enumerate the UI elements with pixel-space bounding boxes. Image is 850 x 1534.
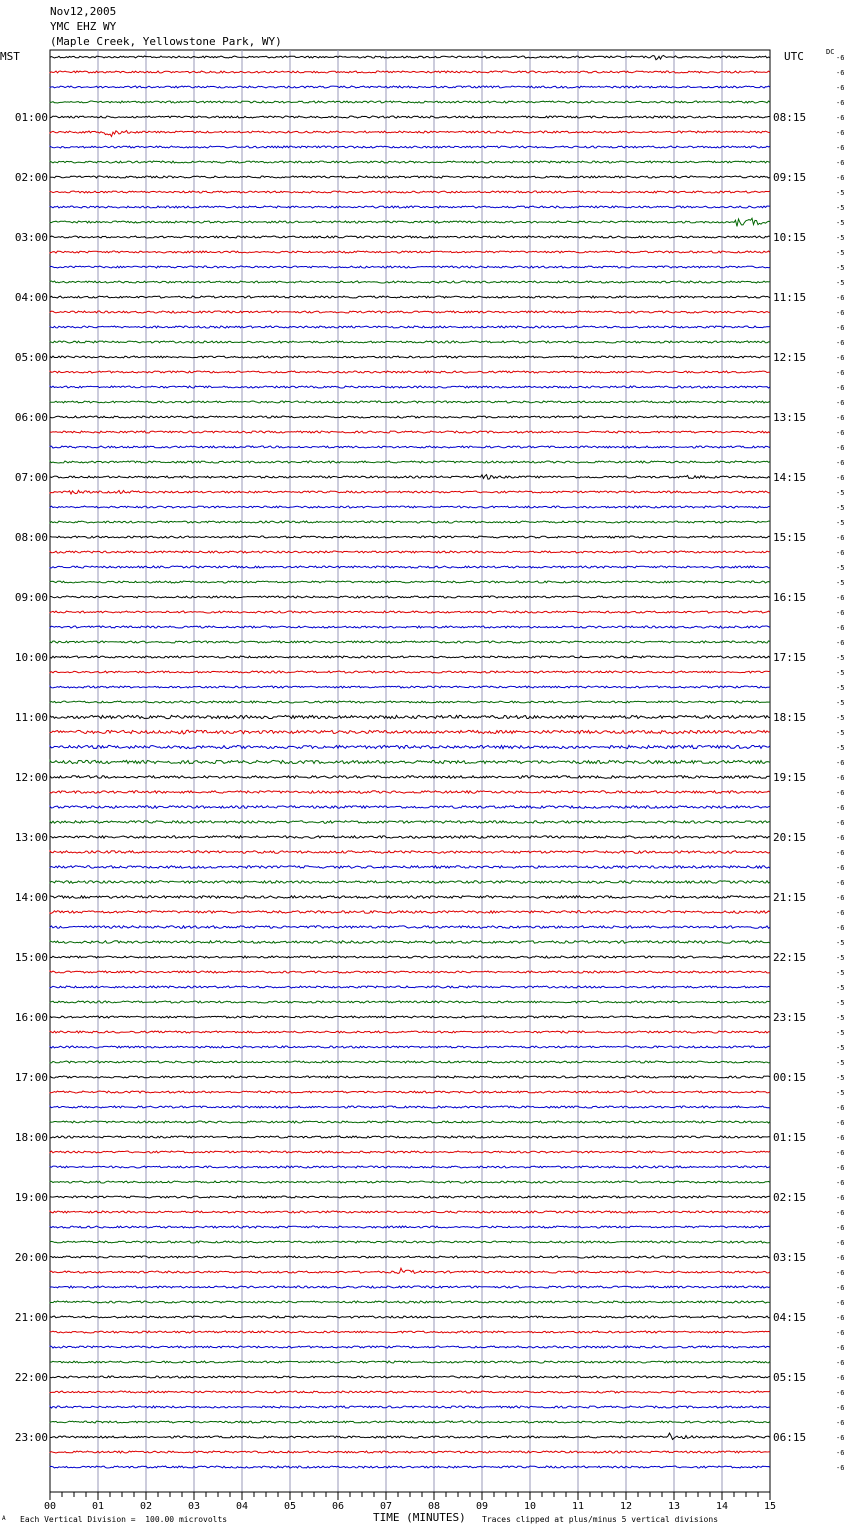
right-hour-label: 13:15 xyxy=(773,411,807,424)
left-hour-label: 13:00 xyxy=(14,831,48,844)
dc-offset-label: -6 xyxy=(836,639,845,647)
trace-row-70 xyxy=(50,1106,770,1108)
dc-offset-label: -6 xyxy=(836,384,845,392)
trace-row-55 xyxy=(50,881,770,883)
dc-offset-label: -6 xyxy=(836,1224,845,1232)
left-hour-label: 15:00 xyxy=(14,951,48,964)
trace-row-1 xyxy=(50,71,770,73)
left-hour-label: 04:00 xyxy=(14,291,48,304)
trace-row-16 xyxy=(50,296,770,298)
dc-offset-label: -5 xyxy=(836,714,845,722)
dc-offset-label: -6 xyxy=(836,624,845,632)
trace-row-86 xyxy=(50,1346,770,1348)
dc-offset-label: -5 xyxy=(836,654,845,662)
dc-offset-label: -6 xyxy=(836,1419,845,1427)
dc-offset-label: -5 xyxy=(836,1059,845,1067)
dc-offset-label: -6 xyxy=(836,1284,845,1292)
trace-row-87 xyxy=(50,1361,770,1363)
dc-offset-label: -6 xyxy=(836,339,845,347)
dc-offset-label: -5 xyxy=(836,234,845,242)
right-hour-label: 14:15 xyxy=(773,471,807,484)
left-hour-label: 17:00 xyxy=(14,1071,48,1084)
right-hour-label: 12:15 xyxy=(773,351,807,364)
trace-row-73 xyxy=(50,1151,770,1153)
left-timezone-label: MST xyxy=(0,50,20,63)
trace-row-22 xyxy=(50,386,770,388)
right-hour-label: 16:15 xyxy=(773,591,807,604)
x-tick-label: 10 xyxy=(523,1501,537,1512)
dc-offset-label: -5 xyxy=(836,564,845,572)
dc-offset-label: -6 xyxy=(836,1449,845,1457)
trace-row-36 xyxy=(50,596,770,598)
left-hour-label: 21:00 xyxy=(14,1311,48,1324)
right-hour-label: 18:15 xyxy=(773,711,807,724)
right-hour-label: 08:15 xyxy=(773,111,807,124)
dc-offset-label: -6 xyxy=(836,789,845,797)
dc-offset-label: -5 xyxy=(836,504,845,512)
trace-row-28 xyxy=(50,475,770,480)
left-hour-label: 22:00 xyxy=(14,1371,48,1384)
dc-offset-label: -5 xyxy=(836,219,845,227)
right-hour-label: 11:15 xyxy=(773,291,807,304)
dc-offset-label: -6 xyxy=(836,99,845,107)
trace-row-75 xyxy=(50,1181,770,1183)
dc-offset-label: -6 xyxy=(836,1104,845,1112)
dc-offset-label: -5 xyxy=(836,999,845,1007)
dc-offset-label: -6 xyxy=(836,294,845,302)
dc-offset-label: -6 xyxy=(836,864,845,872)
right-hour-label: 00:15 xyxy=(773,1071,807,1084)
dc-offset-label: -5 xyxy=(836,1029,845,1037)
trace-row-60 xyxy=(50,956,770,958)
right-hour-label: 01:15 xyxy=(773,1131,807,1144)
trace-row-29 xyxy=(50,490,770,494)
x-tick-label: 07 xyxy=(379,1501,393,1512)
dc-offset-label: -6 xyxy=(836,774,845,782)
dc-offset-label: -6 xyxy=(836,1269,845,1277)
trace-row-14 xyxy=(50,266,770,268)
dc-offset-label: -5 xyxy=(836,669,845,677)
right-hour-label: 05:15 xyxy=(773,1371,807,1384)
trace-row-10 xyxy=(50,206,770,208)
trace-row-21 xyxy=(50,371,770,373)
dc-offset-label: -6 xyxy=(836,759,845,767)
dc-offset-label: -6 xyxy=(836,804,845,812)
left-hour-label: 06:00 xyxy=(14,411,48,424)
dc-offset-label: -6 xyxy=(836,309,845,317)
dc-offset-label: -5 xyxy=(836,249,845,257)
trace-row-26 xyxy=(50,446,770,448)
trace-row-57 xyxy=(50,911,770,913)
left-hour-label: 19:00 xyxy=(14,1191,48,1204)
trace-row-0 xyxy=(50,56,770,60)
dc-offset-label: -5 xyxy=(836,1074,845,1082)
trace-row-20 xyxy=(50,356,770,358)
trace-row-27 xyxy=(50,461,770,463)
right-hour-label: 04:15 xyxy=(773,1311,807,1324)
x-tick-label: 00 xyxy=(43,1501,57,1512)
trace-row-69 xyxy=(50,1091,770,1093)
right-hour-label: 19:15 xyxy=(773,771,807,784)
trace-row-66 xyxy=(50,1046,770,1048)
dc-offset-label: -6 xyxy=(836,369,845,377)
trace-row-5 xyxy=(50,131,770,137)
trace-row-17 xyxy=(50,311,770,313)
dc-offset-label: -6 xyxy=(836,354,845,362)
left-hour-label: 07:00 xyxy=(14,471,48,484)
dc-offset-label: -6 xyxy=(836,534,845,542)
x-tick-label: 11 xyxy=(571,1501,585,1512)
trace-row-6 xyxy=(50,146,770,148)
dc-offset-label: -6 xyxy=(836,609,845,617)
dc-offset-label: -6 xyxy=(836,1329,845,1337)
trace-row-64 xyxy=(50,1016,770,1018)
dc-label: DC xyxy=(826,48,835,56)
trace-row-85 xyxy=(50,1331,770,1333)
dc-offset-label: -5 xyxy=(836,279,845,287)
trace-row-11 xyxy=(50,218,770,226)
right-hour-label: 17:15 xyxy=(773,651,807,664)
x-tick-label: 15 xyxy=(763,1501,777,1512)
dc-offset-label: -5 xyxy=(836,1014,845,1022)
dc-offset-label: -5 xyxy=(836,189,845,197)
dc-offset-label: -6 xyxy=(836,834,845,842)
x-axis-title: TIME (MINUTES) xyxy=(373,1511,466,1524)
left-hour-label: 09:00 xyxy=(14,591,48,604)
dc-offset-label: -6 xyxy=(836,849,845,857)
trace-row-80 xyxy=(50,1256,770,1258)
trace-row-78 xyxy=(50,1226,770,1228)
left-hour-label: 23:00 xyxy=(14,1431,48,1444)
left-hour-label: 02:00 xyxy=(14,171,48,184)
trace-row-46 xyxy=(50,745,770,748)
trace-row-18 xyxy=(50,326,770,328)
left-hour-label: 05:00 xyxy=(14,351,48,364)
trace-row-93 xyxy=(50,1451,770,1453)
trace-row-58 xyxy=(50,926,770,928)
dc-offset-label: -6 xyxy=(836,594,845,602)
trace-row-37 xyxy=(50,611,770,613)
dc-offset-label: -6 xyxy=(836,549,845,557)
trace-row-3 xyxy=(50,101,770,103)
dc-offset-label: -6 xyxy=(836,1314,845,1322)
dc-offset-label: -5 xyxy=(836,1044,845,1052)
trace-row-67 xyxy=(50,1061,770,1063)
x-tick-label: 08 xyxy=(427,1501,441,1512)
trace-row-54 xyxy=(50,866,770,868)
trace-row-74 xyxy=(50,1166,770,1168)
trace-row-88 xyxy=(50,1376,770,1378)
right-hour-label: 15:15 xyxy=(773,531,807,544)
trace-row-68 xyxy=(50,1076,770,1078)
left-hour-label: 12:00 xyxy=(14,771,48,784)
right-hour-label: 23:15 xyxy=(773,1011,807,1024)
trace-row-15 xyxy=(50,281,770,283)
left-hour-label: 14:00 xyxy=(14,891,48,904)
trace-row-62 xyxy=(50,986,770,988)
dc-offset-label: -5 xyxy=(836,744,845,752)
dc-offset-label: -6 xyxy=(836,144,845,152)
trace-row-45 xyxy=(50,730,770,734)
trace-row-8 xyxy=(50,176,770,178)
dc-offset-label: -6 xyxy=(836,114,845,122)
dc-offset-label: -6 xyxy=(836,909,845,917)
trace-row-72 xyxy=(50,1136,770,1138)
trace-row-39 xyxy=(50,641,770,643)
x-tick-label: 14 xyxy=(715,1501,729,1512)
dc-offset-label: -6 xyxy=(836,129,845,137)
left-hour-label: 08:00 xyxy=(14,531,48,544)
trace-row-2 xyxy=(50,86,770,88)
dc-offset-label: -5 xyxy=(836,984,845,992)
trace-row-44 xyxy=(50,715,770,718)
dc-offset-label: -6 xyxy=(836,84,845,92)
dc-offset-label: -6 xyxy=(836,1374,845,1382)
dc-offset-label: -6 xyxy=(836,429,845,437)
trace-row-43 xyxy=(50,701,770,703)
dc-offset-label: -5 xyxy=(836,729,845,737)
dc-offset-label: -6 xyxy=(836,1239,845,1247)
dc-offset-label: -6 xyxy=(836,1359,845,1367)
trace-row-79 xyxy=(50,1241,770,1243)
dc-offset-label: -5 xyxy=(836,954,845,962)
dc-offset-label: -6 xyxy=(836,894,845,902)
dc-offset-label: -6 xyxy=(836,1134,845,1142)
trace-row-77 xyxy=(50,1211,770,1213)
trace-row-83 xyxy=(50,1301,770,1303)
trace-row-48 xyxy=(50,776,770,778)
dc-offset-label: -5 xyxy=(836,579,845,587)
dc-offset-label: -5 xyxy=(836,684,845,692)
trace-row-13 xyxy=(50,251,770,253)
x-tick-label: 02 xyxy=(139,1501,153,1512)
trace-row-56 xyxy=(50,896,770,898)
trace-row-12 xyxy=(50,236,770,238)
left-hour-label: 16:00 xyxy=(14,1011,48,1024)
dc-offset-label: -6 xyxy=(836,399,845,407)
dc-offset-label: -6 xyxy=(836,1209,845,1217)
x-tick-label: 03 xyxy=(187,1501,201,1512)
trace-row-52 xyxy=(50,836,770,838)
trace-row-71 xyxy=(50,1121,770,1123)
trace-row-47 xyxy=(50,760,770,763)
trace-row-59 xyxy=(50,941,770,943)
trace-row-7 xyxy=(50,161,770,163)
trace-row-65 xyxy=(50,1031,770,1033)
left-hour-label: 20:00 xyxy=(14,1251,48,1264)
left-hour-label: 11:00 xyxy=(14,711,48,724)
dc-offset-label: -6 xyxy=(836,1344,845,1352)
chart-location: (Maple Creek, Yellowstone Park, WY) xyxy=(50,35,282,48)
trace-row-84 xyxy=(50,1316,770,1318)
dc-offset-label: -6 xyxy=(836,1464,845,1472)
dc-offset-label: -6 xyxy=(836,1434,845,1442)
trace-row-34 xyxy=(50,566,770,568)
dc-offset-label: -5 xyxy=(836,1089,845,1097)
trace-row-9 xyxy=(50,191,770,193)
x-tick-label: 09 xyxy=(475,1501,489,1512)
scale-note: Each Vertical Division = 100.00 microvolts xyxy=(20,1515,228,1524)
trace-row-50 xyxy=(50,806,770,808)
x-tick-label: 05 xyxy=(283,1501,297,1512)
trace-row-82 xyxy=(50,1286,770,1288)
trace-row-19 xyxy=(50,341,770,343)
dc-offset-label: -6 xyxy=(836,324,845,332)
dc-offset-label: -6 xyxy=(836,414,845,422)
trace-row-81 xyxy=(50,1268,770,1273)
dc-offset-label: -5 xyxy=(836,489,845,497)
right-timezone-label: UTC xyxy=(784,50,804,63)
dc-offset-label: -6 xyxy=(836,1389,845,1397)
trace-row-33 xyxy=(50,551,770,553)
dc-offset-label: -6 xyxy=(836,1149,845,1157)
x-tick-label: 01 xyxy=(91,1501,105,1512)
left-hour-label: 01:00 xyxy=(14,111,48,124)
trace-row-51 xyxy=(50,821,770,823)
trace-row-53 xyxy=(50,851,770,853)
dc-offset-label: -6 xyxy=(836,1164,845,1172)
trace-row-41 xyxy=(50,671,770,673)
right-hour-label: 03:15 xyxy=(773,1251,807,1264)
right-hour-label: 20:15 xyxy=(773,831,807,844)
dc-offset-label: -6 xyxy=(836,174,845,182)
dc-offset-label: -5 xyxy=(836,519,845,527)
x-tick-label: 04 xyxy=(235,1501,249,1512)
dc-offset-label: -6 xyxy=(836,1194,845,1202)
dc-offset-label: -5 xyxy=(836,699,845,707)
left-hour-label: 03:00 xyxy=(14,231,48,244)
chart-date: Nov12,2005 xyxy=(50,5,117,18)
dc-offset-label: -6 xyxy=(836,459,845,467)
right-hour-label: 10:15 xyxy=(773,231,807,244)
dc-offset-label: -6 xyxy=(836,1404,845,1412)
trace-row-32 xyxy=(50,536,770,538)
dc-offset-label: -6 xyxy=(836,54,845,62)
corner-mark: A xyxy=(2,1515,6,1522)
trace-row-42 xyxy=(50,686,770,688)
right-hour-label: 21:15 xyxy=(773,891,807,904)
x-tick-label: 12 xyxy=(619,1501,633,1512)
trace-row-63 xyxy=(50,1001,770,1003)
right-hour-label: 09:15 xyxy=(773,171,807,184)
trace-row-23 xyxy=(50,401,770,403)
trace-row-49 xyxy=(50,791,770,793)
x-tick-label: 13 xyxy=(667,1501,681,1512)
trace-row-94 xyxy=(50,1466,770,1468)
right-hour-label: 06:15 xyxy=(773,1431,807,1444)
dc-offset-label: -6 xyxy=(836,1254,845,1262)
trace-row-61 xyxy=(50,971,770,973)
trace-row-40 xyxy=(50,656,770,658)
right-hour-label: 22:15 xyxy=(773,951,807,964)
trace-row-38 xyxy=(50,626,770,628)
dc-offset-label: -5 xyxy=(836,939,845,947)
dc-offset-label: -6 xyxy=(836,474,845,482)
dc-offset-label: -6 xyxy=(836,1179,845,1187)
x-tick-label: 06 xyxy=(331,1501,345,1512)
dc-offset-label: -5 xyxy=(836,204,845,212)
dc-offset-label: -6 xyxy=(836,819,845,827)
dc-offset-label: -6 xyxy=(836,924,845,932)
trace-row-25 xyxy=(50,431,770,433)
chart-station: YMC EHZ WY xyxy=(50,20,117,33)
clip-note: Traces clipped at plus/minus 5 vertical divisions xyxy=(482,1515,719,1524)
left-hour-label: 10:00 xyxy=(14,651,48,664)
dc-offset-label: -6 xyxy=(836,879,845,887)
trace-row-30 xyxy=(50,506,770,508)
trace-row-24 xyxy=(50,416,770,418)
trace-row-4 xyxy=(50,116,770,118)
dc-offset-label: -6 xyxy=(836,1119,845,1127)
dc-offset-label: -6 xyxy=(836,159,845,167)
trace-row-89 xyxy=(50,1391,770,1393)
right-hour-label: 02:15 xyxy=(773,1191,807,1204)
trace-row-91 xyxy=(50,1421,770,1423)
left-hour-label: 18:00 xyxy=(14,1131,48,1144)
dc-offset-label: -6 xyxy=(836,444,845,452)
dc-offset-label: -5 xyxy=(836,969,845,977)
trace-row-92 xyxy=(50,1433,770,1439)
trace-row-31 xyxy=(50,521,770,523)
trace-row-35 xyxy=(50,581,770,583)
trace-row-76 xyxy=(50,1196,770,1198)
dc-offset-label: -6 xyxy=(836,1299,845,1307)
trace-row-90 xyxy=(50,1406,770,1408)
dc-offset-label: -6 xyxy=(836,69,845,77)
dc-offset-label: -5 xyxy=(836,264,845,272)
